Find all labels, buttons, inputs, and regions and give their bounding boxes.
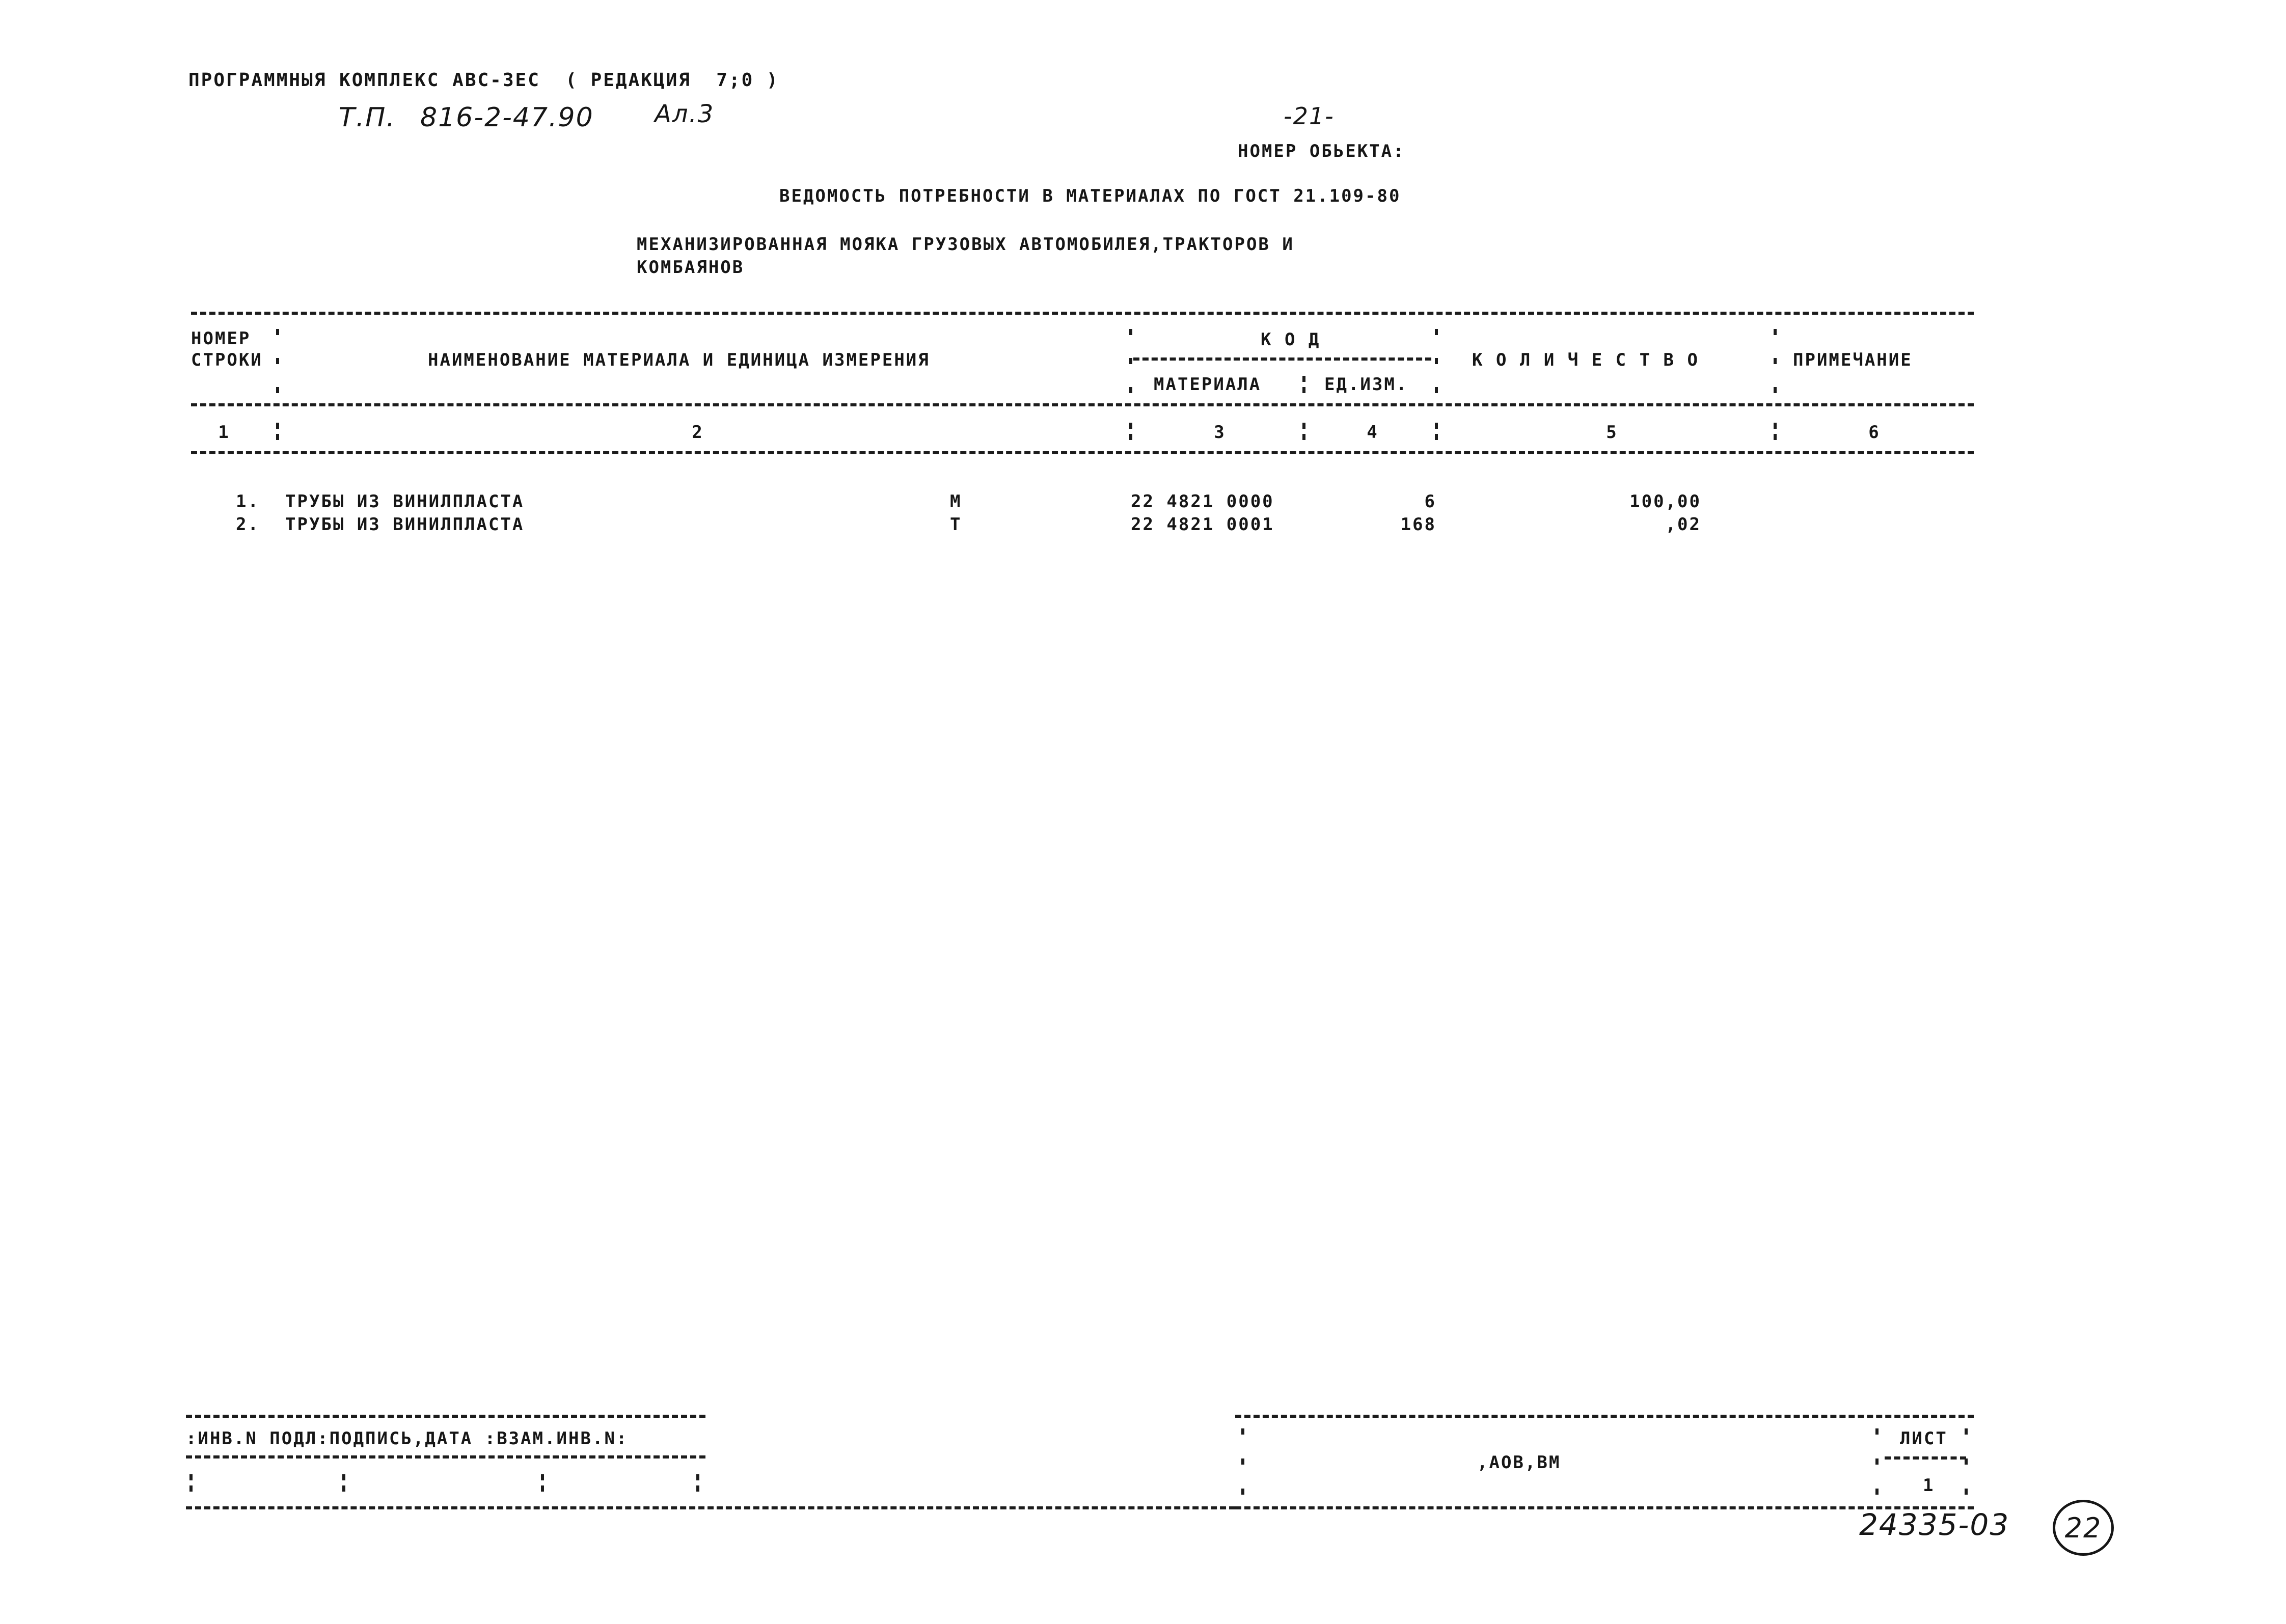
column-number: 1 [218,422,230,443]
stamp-left-mid-rule [186,1455,705,1458]
object-label: НОМЕР ОБЬЕКТА: [1238,141,1405,161]
sheet-number: 1 [1923,1475,1935,1496]
circled-page-number [2053,1500,2114,1556]
sep-num-3 [1299,423,1309,440]
project-prefix: Т.П. [339,102,396,133]
project-number: 816-2-47.90 [420,102,594,133]
material-code: 22 4821 0001 [1131,514,1274,535]
report-title: ВЕДОМОСТЬ ПОТРЕБНОСТИ В МАТЕРИАЛАХ ПО ГОСТ 21.109-80 [779,186,1401,206]
column-numbers-rule [191,451,1974,454]
sep-num-1 [273,423,283,440]
header-unit-code: ЕД.ИЗМ. [1324,374,1408,395]
separator-col4 [1431,329,1441,393]
column-number: 5 [1606,422,1618,443]
column-number: 6 [1868,422,1881,443]
header-note: ПРИМЕЧАНИЕ [1793,350,1913,370]
sep-num-4 [1431,423,1441,440]
stamp-sep-b [339,1474,349,1492]
header-quantity: К О Л И Ч Е С Т В О [1472,350,1699,370]
header-row-number-2: СТРОКИ [191,350,263,370]
stamp-left-top-rule [186,1415,705,1418]
stamp-left-labels: :ИНВ.N ПОДЛ:ПОДПИСЬ,ДАТА :ВЗАМ.ИНВ.N: [186,1428,629,1449]
code-header-rule [1133,357,1431,361]
separator-col5 [1770,329,1780,393]
header-material-code: МАТЕРИАЛА [1154,374,1262,395]
material-code: 22 4821 0000 [1131,491,1274,512]
unit-code: 6 [1424,491,1436,512]
unit-code: 168 [1400,514,1436,535]
sep-num-5 [1770,423,1780,440]
header-material-name: НАИМЕНОВАНИЕ МАТЕРИАЛА И ЕДИНИЦА ИЗМЕРЕНИЯ [428,350,930,370]
row-number: 1. [236,491,260,512]
header-bottom-rule [191,403,1974,406]
row-number: 2. [236,514,260,535]
sheet-label: ЛИСТ [1900,1428,1948,1449]
stamp-right-top-rule [1235,1415,1974,1418]
sep-num-2 [1126,423,1136,440]
quantity: ,02 [1665,514,1701,535]
stamp-sep-d [693,1474,703,1492]
subject-line-2: КОМБАЯНОВ [637,257,745,278]
sheet-rule [1885,1456,1966,1460]
program-line: ПРОГРАММНЫЯ КОМПЛЕКС АВС-3ЕС ( РЕДАКЦИЯ 7;0 ) [188,70,779,91]
table-top-rule [191,312,1974,315]
separator-col2 [1126,329,1136,393]
archive-number: 24335-03 [1859,1507,2010,1542]
subject-line-1: МЕХАНИЗИРОВАННАЯ МОЯКА ГРУЗОВЫХ АВТОМОБИЛЕЯ,ТРАКТОРОВ И [637,234,1294,255]
column-number: 4 [1367,422,1379,443]
header-row-number-1: НОМЕР [191,328,251,349]
column-number: 2 [692,422,704,443]
material-name: ТРУБЫ ИЗ ВИНИЛПЛАСТА [285,514,525,535]
stamp-right-left-edge [1238,1428,1248,1495]
stamp-sep-a [186,1474,196,1492]
separator-col1 [273,329,283,393]
stamp-sep-c [537,1474,548,1492]
stamp-right-edge [1961,1428,1971,1495]
page-mark: -21- [1284,102,1335,130]
header-code: К О Д [1261,329,1321,350]
circled-page-number-text: 22 [2064,1511,2102,1544]
separator-code [1299,376,1309,393]
measure-unit: Т [950,514,962,535]
stamp-sheet-edge [1872,1428,1882,1495]
stamp-bottom-rule [186,1506,1235,1509]
document-code: ,АОВ,ВМ [1477,1452,1561,1473]
album-label: Ал.3 [655,100,715,128]
measure-unit: М [950,491,962,512]
quantity: 100,00 [1629,491,1701,512]
column-number: 3 [1214,422,1226,443]
material-name: ТРУБЫ ИЗ ВИНИЛПЛАСТА [285,491,525,512]
